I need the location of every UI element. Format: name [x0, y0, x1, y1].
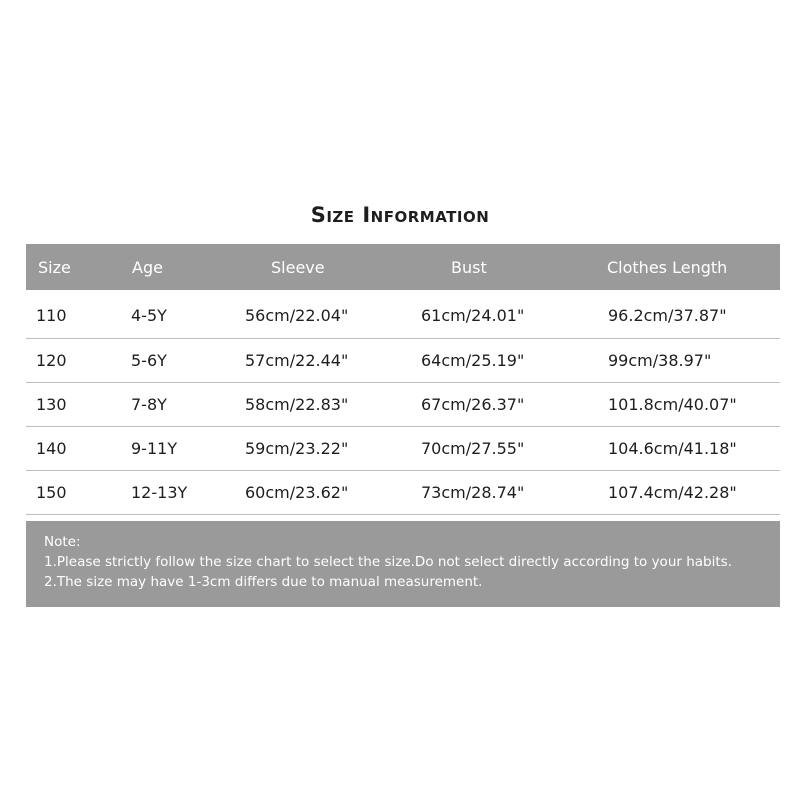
header-sleeve: Sleeve — [271, 257, 325, 277]
cell-sleeve: 60cm/23.62" — [245, 483, 349, 502]
cell-bust: 70cm/27.55" — [421, 439, 525, 458]
note-line: 1.Please strictly follow the size chart to select the size.Do not select directly according to your habits. — [44, 554, 732, 570]
cell-clothes-length: 104.6cm/41.18" — [608, 439, 737, 458]
size-table — [26, 244, 780, 515]
cell-sleeve: 57cm/22.44" — [245, 351, 349, 370]
header-size: Size — [38, 257, 71, 277]
cell-age: 5-6Y — [131, 351, 167, 370]
cell-size: 110 — [36, 306, 67, 325]
cell-age: 7-8Y — [131, 395, 167, 414]
header-clothes-length: Clothes Length — [607, 257, 728, 277]
cell-sleeve: 58cm/22.83" — [245, 395, 349, 414]
header-age: Age — [132, 257, 163, 277]
cell-clothes-length: 101.8cm/40.07" — [608, 395, 737, 414]
note-heading: Note: — [44, 534, 81, 550]
cell-age: 9-11Y — [131, 439, 178, 458]
cell-bust: 61cm/24.01" — [421, 306, 525, 325]
header-bust: Bust — [451, 257, 487, 277]
cell-size: 150 — [36, 483, 67, 502]
cell-size: 130 — [36, 395, 67, 414]
table-row — [26, 471, 780, 515]
cell-clothes-length: 96.2cm/37.87" — [608, 306, 727, 325]
note-line: 2.The size may have 1-3cm differs due to manual measurement. — [44, 574, 483, 590]
cell-clothes-length: 107.4cm/42.28" — [608, 483, 737, 502]
note-box — [26, 521, 780, 607]
cell-age: 4-5Y — [131, 306, 167, 325]
table-row — [26, 293, 780, 339]
cell-age: 12-13Y — [131, 483, 188, 502]
cell-size: 140 — [36, 439, 67, 458]
table-row — [26, 339, 780, 383]
table-header — [26, 244, 780, 290]
cell-size: 120 — [36, 351, 67, 370]
cell-clothes-length: 99cm/38.97" — [608, 351, 712, 370]
cell-sleeve: 59cm/23.22" — [245, 439, 349, 458]
table-row — [26, 427, 780, 471]
cell-sleeve: 56cm/22.04" — [245, 306, 349, 325]
cell-bust: 73cm/28.74" — [421, 483, 525, 502]
cell-bust: 67cm/26.37" — [421, 395, 525, 414]
cell-bust: 64cm/25.19" — [421, 351, 525, 370]
page-title: Size Information — [310, 203, 490, 227]
table-row — [26, 383, 780, 427]
